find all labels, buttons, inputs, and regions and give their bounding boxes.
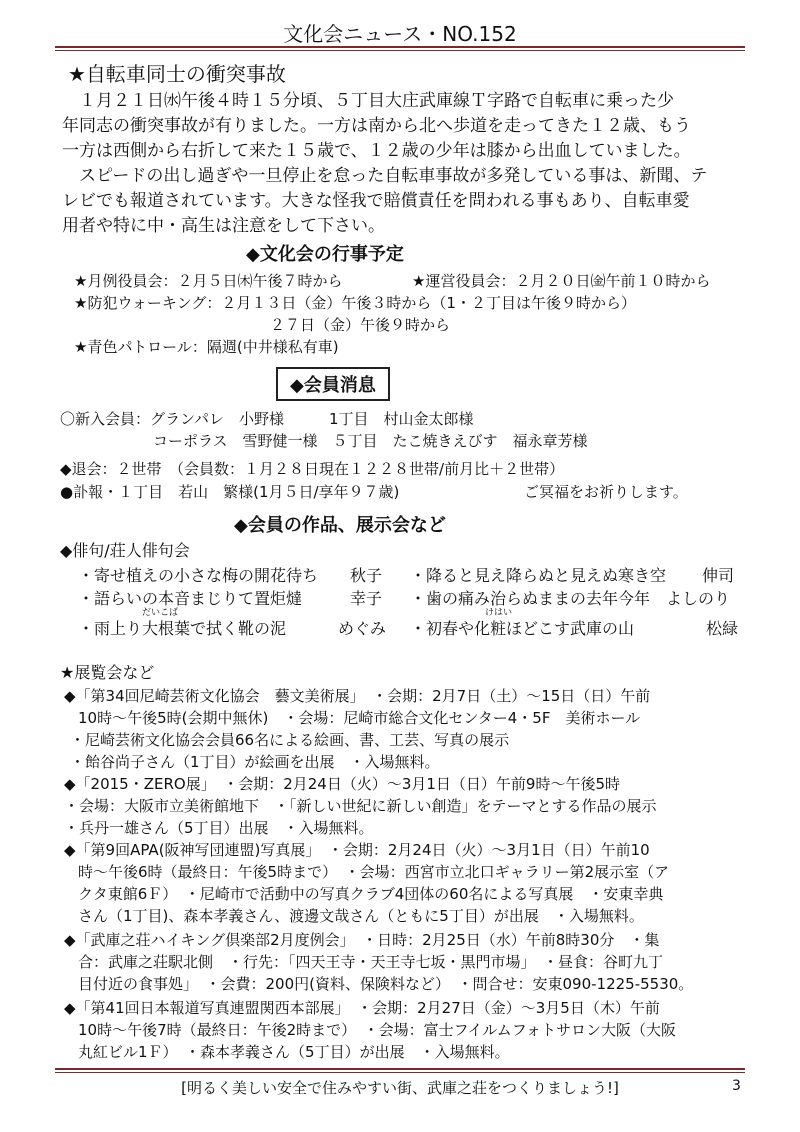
exhibition-line: ・兵丹一雄さん（5丁目）出展 ・入場無料。	[64, 819, 374, 837]
exhibition-line: ◆「第9回APA(阪神写団連盟)写真展」 ・会期：2月24日（火）～3月1日（日）午前10	[64, 841, 650, 859]
accident-line: 一方は西側から右折して来た１５歳で、１２歳の少年は膝から出血していました。	[62, 141, 691, 161]
accident-line: 年同志の衝突事故が有りました。一方は南から北へ歩道を走ってきた１２歳、もう	[62, 116, 691, 136]
new-member-line: コーポラス 雪野健一様 ５丁目 たこ焼きえびす 福永章芳様	[153, 432, 588, 450]
accident-title: ★自転車同士の衝突事故	[68, 62, 286, 86]
footer-slogan: [明るく美しい安全で住みやすい街、武庫之荘をつくりましょう!]	[181, 1079, 619, 1097]
accident-line: レビでも報道されています。大きな怪我で賠償責任を問われる事もあり、自転車愛	[62, 191, 690, 211]
exhibition-line: ◆「第34回尼崎芸術文化協会 藝文美術展」 ・会期：2月7日（土）～15日（日）午前	[64, 687, 651, 705]
works-title: ◆会員の作品、展示会など	[234, 515, 446, 536]
withdraw-line: ◆退会：２世帯 （会員数：１月２８日現在１２２８世帯/前月比＋２世帯）	[60, 460, 565, 478]
haiku-section-title: ◆俳句/荘人俳句会	[60, 541, 190, 560]
members-title: ◆会員消息	[276, 367, 390, 401]
ruby-daikoba: だいこば	[142, 608, 179, 618]
exhibition-line: 目付近の食事処」 ・会費：200円(資料、保険料など） ・問合せ：安東090-1225-5530。	[78, 975, 694, 993]
schedule-item: ★月例役員会：２月５日㈭午後７時から	[74, 272, 343, 290]
new-member-line: 〇新入会員：グランパレ 小野様 1丁目 村山金太郎様	[60, 410, 474, 428]
accident-line: スピードの出し過ぎや一旦停止を怠った自転車事故が多発している事は、新聞、テ	[62, 166, 708, 186]
haiku-verse: ・歯の痛み治らぬままの去年今年	[410, 589, 651, 608]
accident-line: 用者や特に中・高生は注意をして下さい。	[62, 216, 385, 236]
schedule-item: ２７日（金）午後９時から	[270, 316, 451, 334]
exhibition-line: ・飴谷尚子さん（1丁目）が絵画を出展 ・入場無料。	[70, 753, 440, 771]
condolence-text: ご冥福をお祈りします。	[524, 483, 688, 501]
exhibition-line: 10時～午後7時（最終日：午後2時まで） ・会場：富士フイルムフォトサロン大阪（大阪	[78, 1021, 676, 1039]
haiku-author: 松緑	[706, 619, 739, 638]
footer-rule-thin	[55, 1072, 745, 1073]
haiku-verse: ・雨上り大根葉で拭く靴の泥	[78, 619, 287, 638]
haiku-verse: ・降ると見え降らぬと見えぬ寒き空	[410, 566, 667, 585]
ruby-kehai: けはい	[485, 608, 513, 618]
accident-line: １月２１日㈬午後４時１５分頃、５丁目大庄武庫線Ｔ字路で自転車に乗った少	[62, 91, 674, 111]
exhibition-line: 時～午後6時（最終日：午後5時まで） ・会場：西宮市立北口ギャラリー第2展示室（ア	[78, 863, 670, 881]
obituary-line: ●訃報・１丁目 若山 繁様(1月５日/享年９７歳)	[60, 483, 400, 501]
schedule-title: ◆文化会の行事予定	[246, 244, 404, 265]
haiku-author: よしのり	[666, 589, 731, 608]
haiku-author: 秋子	[350, 566, 383, 585]
exhibition-line: ・会場：大阪市立美術館地下 ・「新しい世紀に新しい創造」をテーマとする作品の展示	[64, 797, 657, 815]
exhibition-line: 丸紅ビル1Ｆ） ・森本孝義さん（5丁目）が出展 ・入場無料。	[78, 1043, 510, 1061]
exhibition-line: ◆「武庫之荘ハイキング倶楽部2月度例会」 ・日時：2月25日（水）午前8時30分 ・集	[64, 931, 660, 949]
haiku-verse: ・初春や化粧ほどこす武庫の山	[410, 619, 635, 638]
haiku-author: 伸司	[702, 566, 735, 585]
exhibitions-title: ★展覧会など	[60, 663, 155, 682]
exhibition-line: さん（1丁目)、森本孝義さん、渡邊文哉さん（ともに5丁目）が出展 ・入場無料。	[78, 907, 644, 925]
haiku-author: 幸子	[350, 589, 383, 608]
schedule-item: ★運営役員会：２月２０日㈮午前１０時から	[412, 272, 711, 290]
exhibition-line: ◆「第41回日本報道写真連盟関西本部展」 ・会期：2月27日（金）～3月5日（木）午前	[64, 999, 660, 1017]
exhibition-line: クタ東館6Ｆ） ・尼崎市で活動中の写真クラブ4団体の60名による写真展 ・安東幸典	[78, 885, 664, 903]
exhibition-line: ・尼崎芸術文化協会会員66名による絵画、書、工芸、写真の展示	[70, 731, 510, 749]
header-rule-thin	[55, 50, 745, 51]
haiku-author: めぐみ	[338, 619, 387, 638]
page-header-title: 文化会ニュース・NO.152	[283, 22, 517, 46]
header-rule	[55, 46, 745, 48]
schedule-item: ★防犯ウォーキング：２月１３日（金）午後３時から（1・２丁目は午後９時から）	[74, 294, 636, 312]
footer-rule	[55, 1068, 745, 1070]
exhibition-line: ◆「2015・ZERO展」 ・会期：2月24日（火）～3月1日（日）午前9時～午後5時	[64, 775, 620, 793]
schedule-item: ★青色パトロール：隔週(中井様私有車)	[74, 338, 339, 356]
exhibition-line: 10時～午後5時(会期中無休) ・会場：尼崎市総合文化センター4・5F 美術ホール	[78, 709, 641, 727]
exhibition-line: 合：武庫之荘駅北側 ・行先：｢四天王寺・天王寺七坂・黒門市場」 ・昼食：谷町九丁	[78, 953, 664, 971]
haiku-verse: ・語らいの本音まじりて置炬燵	[78, 589, 303, 608]
haiku-verse: ・寄せ植えの小さな梅の開花待ち	[78, 566, 319, 585]
page-number: 3	[732, 1078, 741, 1094]
